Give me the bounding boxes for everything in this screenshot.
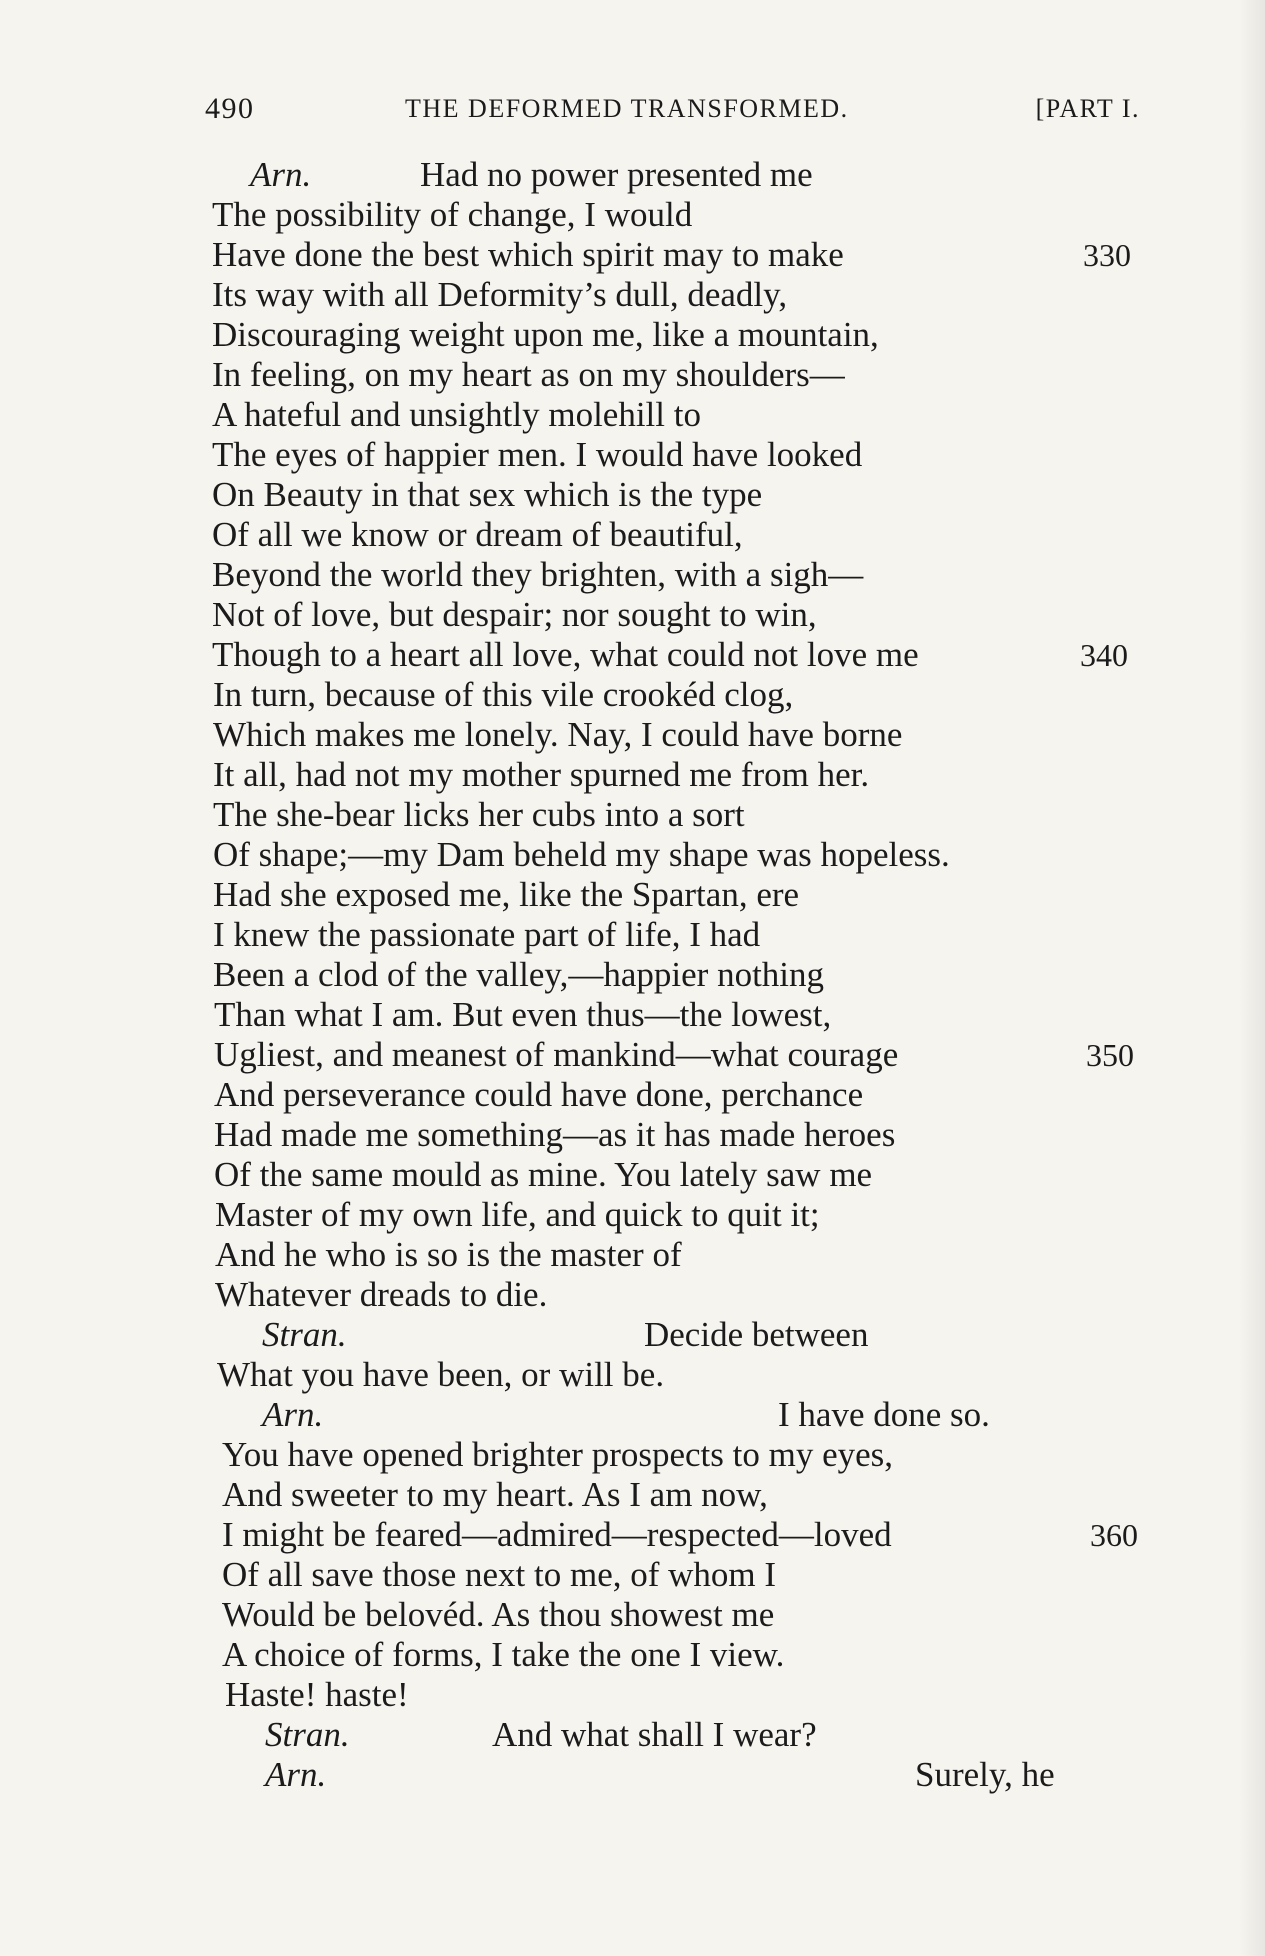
- verse-line: [0, 1675, 1265, 1715]
- verse-line: [0, 1355, 1265, 1395]
- verse-text: It all, had not my mother spurned me from her.: [213, 755, 870, 794]
- verse-text: The possibility of change, I would: [212, 195, 693, 234]
- verse-text: Haste! haste!: [225, 1675, 409, 1714]
- verse-line: [0, 1275, 1265, 1315]
- line-number: 360: [1090, 1517, 1138, 1553]
- verse-text: Which makes me lonely. Nay, I could have borne: [213, 715, 903, 754]
- speaker-name: Arn.: [265, 1755, 327, 1794]
- verse-line: [0, 955, 1265, 995]
- verse-line: [0, 755, 1265, 795]
- verse-line: [0, 1235, 1265, 1275]
- verse-line: [0, 835, 1265, 875]
- verse-text: Ugliest, and meanest of mankind—what courage: [214, 1035, 899, 1074]
- verse-line: [0, 1635, 1265, 1675]
- verse-text: On Beauty in that sex which is the type: [212, 475, 763, 514]
- verse-line: [0, 875, 1265, 915]
- verse-line: [0, 475, 1265, 515]
- verse-text: In turn, because of this vile crookéd clog,: [213, 675, 794, 714]
- page-edge-shadow: [1239, 0, 1265, 1956]
- verse-line: [0, 595, 1265, 635]
- verse-text: In feeling, on my heart as on my shoulders—: [212, 355, 845, 394]
- verse-text: Of the same mould as mine. You lately saw me: [214, 1155, 873, 1194]
- part-label: [PART I.: [1035, 94, 1140, 123]
- line-number: 350: [1086, 1037, 1134, 1073]
- verse-text: Master of my own life, and quick to quit it;: [215, 1195, 820, 1234]
- verse-line: [0, 1435, 1265, 1475]
- verse-line: [0, 635, 1265, 675]
- verse-line: [0, 1515, 1265, 1555]
- verse-text: Its way with all Deformity’s dull, deadly,: [212, 275, 788, 314]
- verse-text: And what shall I wear?: [492, 1715, 817, 1754]
- verse-text: Whatever dreads to die.: [215, 1275, 548, 1314]
- verse-text: Of all save those next to me, of whom I: [222, 1555, 777, 1594]
- verse-line: [0, 515, 1265, 555]
- verse-line: [0, 1595, 1265, 1635]
- verse-text: I knew the passionate part of life, I had: [213, 915, 761, 954]
- verse-line: [0, 395, 1265, 435]
- verse-text: Decide between: [644, 1315, 869, 1354]
- verse-text: Though to a heart all love, what could not love me: [212, 635, 919, 674]
- verse-text: I have done so.: [778, 1395, 990, 1434]
- verse-text: Than what I am. But even thus—the lowest,: [214, 995, 832, 1034]
- verse-line: [0, 435, 1265, 475]
- running-title: THE DEFORMED TRANSFORMED.: [405, 94, 849, 123]
- verse-line: [0, 195, 1265, 235]
- verse-text: The she-bear licks her cubs into a sort: [213, 795, 745, 834]
- page-number: 490: [205, 92, 255, 125]
- verse-text: Been a clod of the valley,—happier nothing: [213, 955, 825, 994]
- verse-text: Not of love, but despair; nor sought to win,: [212, 595, 817, 634]
- verse-text: Would be belovéd. As thou showest me: [222, 1595, 775, 1634]
- verse-line: [0, 1475, 1265, 1515]
- verse-text: I might be feared—admired—respected—loved: [222, 1515, 892, 1554]
- verse-text: And perseverance could have done, perchance: [214, 1075, 864, 1114]
- speaker-name: Stran.: [265, 1715, 350, 1754]
- verse-text: Had she exposed me, like the Spartan, ere: [213, 875, 800, 914]
- verse-line: [0, 1035, 1265, 1075]
- verse-line: [0, 555, 1265, 595]
- speaker-name: Arn.: [250, 155, 312, 194]
- verse-text: Beyond the world they brighten, with a sigh—: [212, 555, 864, 594]
- verse-line: [0, 235, 1265, 275]
- speaker-name: Stran.: [262, 1315, 347, 1354]
- verse-line: [0, 155, 1265, 195]
- verse-line: [0, 355, 1265, 395]
- verse-text: Discouraging weight upon me, like a mountain,: [212, 315, 879, 354]
- verse-text: The eyes of happier men. I would have looked: [212, 435, 863, 474]
- verse-text: And sweeter to my heart. As I am now,: [222, 1475, 768, 1514]
- line-number: 330: [1083, 237, 1131, 273]
- verse-line: [0, 1155, 1265, 1195]
- verse-text: Of all we know or dream of beautiful,: [212, 515, 743, 554]
- running-header: [205, 92, 1140, 132]
- verse-line: [0, 1075, 1265, 1115]
- verse-line: [0, 715, 1265, 755]
- verse-line: [0, 315, 1265, 355]
- verse-text: Had no power presented me: [420, 155, 813, 194]
- verse-line: [0, 1115, 1265, 1155]
- verse-text: Had made me something—as it has made heroes: [214, 1115, 896, 1154]
- verse-text: And he who is so is the master of: [215, 1235, 682, 1274]
- verse-line: [0, 795, 1265, 835]
- verse-line: [0, 1315, 1265, 1355]
- verse-text: A hateful and unsightly molehill to: [212, 395, 701, 434]
- verse-text: Surely, he: [915, 1755, 1055, 1794]
- verse-line: [0, 1555, 1265, 1595]
- verse-line: [0, 1755, 1265, 1795]
- verse-line: [0, 1395, 1265, 1435]
- verse-line: [0, 675, 1265, 715]
- verse-text: A choice of forms, I take the one I view.: [222, 1635, 785, 1674]
- verse-line: [0, 1195, 1265, 1235]
- verse-text: What you have been, or will be.: [217, 1355, 665, 1394]
- verse-line: [0, 275, 1265, 315]
- line-number: 340: [1080, 637, 1128, 673]
- verse-line: [0, 995, 1265, 1035]
- speaker-name: Arn.: [262, 1395, 324, 1434]
- verse-line: [0, 1715, 1265, 1755]
- verse-text: Of shape;—my Dam beheld my shape was hopeless.: [213, 835, 950, 874]
- verse-text: You have opened brighter prospects to my eyes,: [222, 1435, 894, 1474]
- verse-text: Have done the best which spirit may to make: [212, 235, 844, 274]
- verse-line: [0, 915, 1265, 955]
